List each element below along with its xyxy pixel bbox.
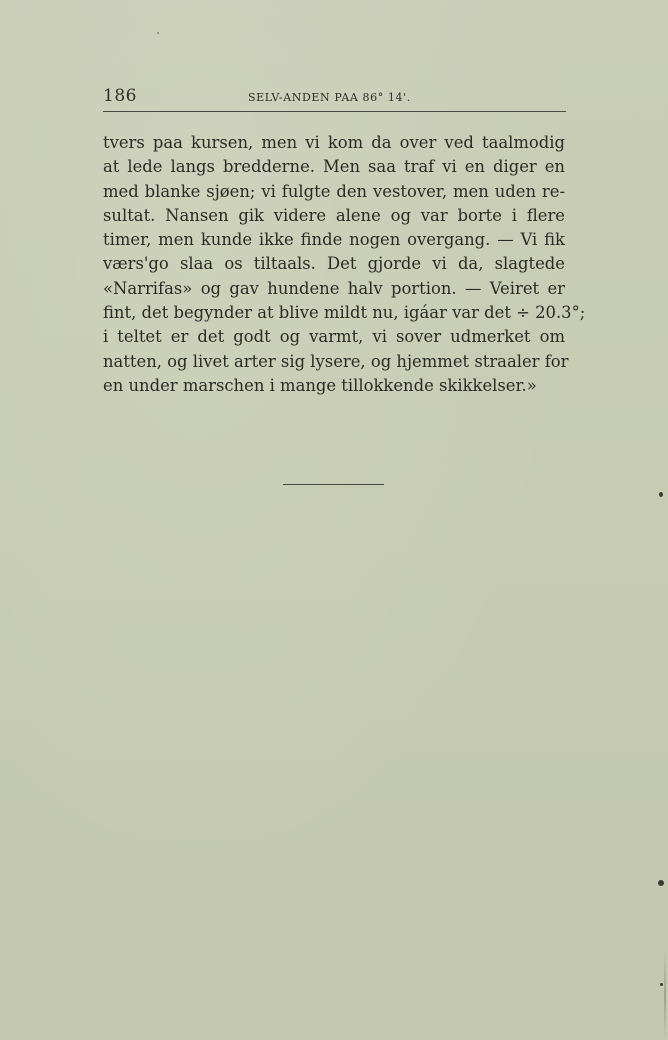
running-head: SELV-ANDEN PAA 86° 14'. [248,91,411,104]
paper-speck [157,32,159,34]
text-line: natten, og livet arter sig lysere, og hjemmet straaler for [103,351,569,371]
section-end-rule [283,484,384,485]
text-line: fint, det begynder at blive mildt nu, igáar var det ÷ 20.3°; [103,303,586,323]
page-header [103,86,565,110]
text-line: i teltet er det godt og varmt, vi sover udmerket om [103,327,565,347]
text-line: en under marschen i mange tillokkende skikkelser.» [103,375,537,395]
body-text [103,131,586,398]
text-line: sultat. Nansen gik videre alene og var borte i flere [103,205,565,225]
paper-speck [658,880,664,886]
page-edge-shadow [664,950,666,1040]
text-line: med blanke sjøen; vi fulgte den vestover, men uden re- [103,181,565,201]
text-line: værs'go slaa os tiltaals. Det gjorde vi da, slagtede [103,254,565,274]
header-rule [103,111,566,112]
text-line: «Narrifas» og gav hundene halv portion. — Veiret er [103,278,565,298]
paper-speck [659,492,663,497]
text-line: at lede langs bredderne. Men saa traf vi en diger en [103,157,565,177]
text-line: tvers paa kursen, men vi kom da over ved taalmodig [103,133,565,152]
text-line: timer, men kunde ikke finde nogen overgang. — Vi fik [103,230,565,250]
paper-speck [660,983,663,986]
page-number: 186 [103,86,137,106]
